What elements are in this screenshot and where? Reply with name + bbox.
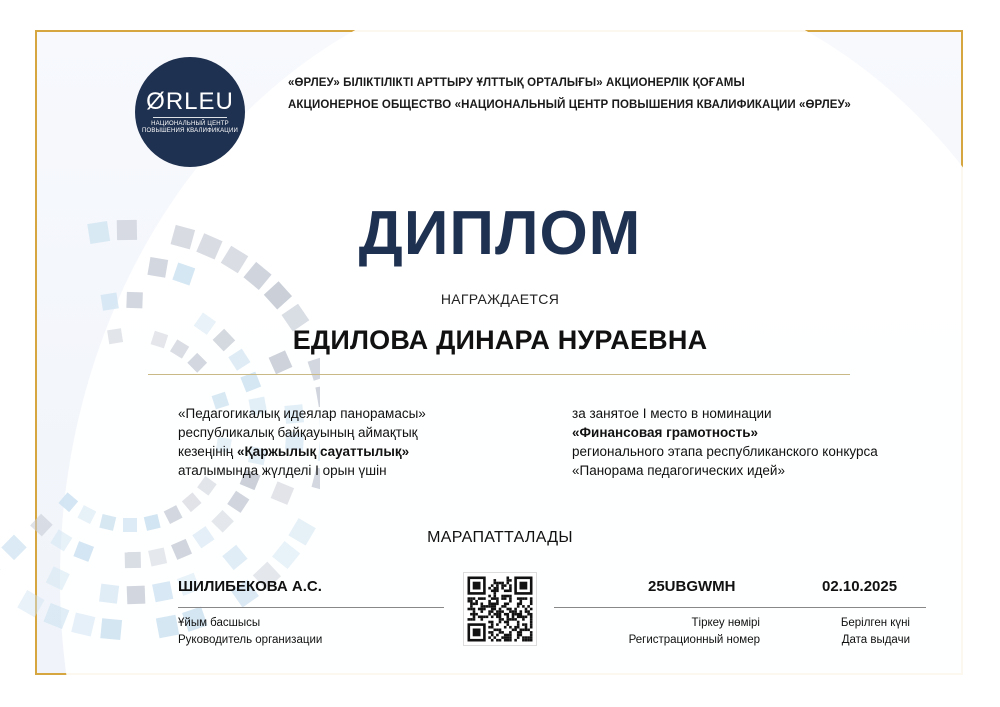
qr-module bbox=[473, 613, 476, 616]
qr-module bbox=[473, 618, 476, 621]
qr-module bbox=[496, 610, 499, 613]
mosaic-tile bbox=[0, 555, 1, 583]
qr-module bbox=[530, 639, 533, 642]
qr-module bbox=[517, 626, 520, 629]
qr-module bbox=[473, 608, 476, 611]
qr-module bbox=[522, 616, 525, 619]
qr-module bbox=[525, 616, 528, 619]
award-text-kz-line4: аталымында жүлделі I орын үшін bbox=[178, 463, 387, 478]
qr-module bbox=[504, 621, 507, 624]
qr-module bbox=[470, 618, 473, 621]
qr-module bbox=[527, 636, 530, 639]
qr-module bbox=[470, 608, 473, 611]
registration-number: 25UBGWMH bbox=[648, 578, 736, 595]
nomination-kz: «Қаржылық сауаттылық» bbox=[236, 444, 410, 459]
qr-module bbox=[530, 600, 533, 603]
qr-module bbox=[509, 639, 512, 642]
qr-module bbox=[504, 626, 507, 629]
qr-module bbox=[525, 629, 528, 632]
qr-module bbox=[475, 600, 478, 603]
qr-module bbox=[504, 584, 507, 587]
award-text-ru-line4: «Панорама педагогических идей» bbox=[572, 463, 785, 478]
award-text-ru-line3: регионального этапа республиканского конкурса bbox=[572, 444, 878, 459]
qr-module bbox=[496, 639, 499, 642]
qr-module bbox=[496, 623, 499, 626]
qr-module bbox=[491, 584, 494, 587]
qr-module bbox=[522, 629, 525, 632]
qr-module bbox=[481, 608, 484, 611]
qr-module bbox=[499, 610, 502, 613]
qr-module bbox=[522, 636, 525, 639]
qr-module bbox=[509, 587, 512, 590]
qr-module bbox=[514, 613, 517, 616]
qr-module bbox=[530, 618, 533, 621]
logo-subtitle-line1: НАЦИОНАЛЬНЫЙ ЦЕНТР bbox=[151, 120, 229, 127]
qr-module bbox=[488, 626, 491, 629]
registration-label-kz: Тіркеу нөмірі bbox=[691, 617, 760, 629]
qr-module bbox=[512, 613, 515, 616]
award-text-kz-line2: республикалық байқауының аймақтық bbox=[178, 425, 418, 440]
award-text-kz-line3-prefix: кезеңінің bbox=[178, 444, 237, 459]
qr-module bbox=[530, 616, 533, 619]
qr-module bbox=[530, 623, 533, 626]
qr-module bbox=[491, 626, 494, 629]
qr-module bbox=[501, 636, 504, 639]
qr-code bbox=[463, 572, 537, 646]
qr-module bbox=[520, 634, 523, 637]
qr-module bbox=[470, 600, 473, 603]
qr-module bbox=[522, 623, 525, 626]
qr-module bbox=[514, 618, 517, 621]
qr-module bbox=[491, 623, 494, 626]
qr-module bbox=[468, 600, 471, 603]
qr-module bbox=[530, 608, 533, 611]
qr-module bbox=[491, 590, 494, 593]
qr-module bbox=[488, 621, 491, 624]
qr-module bbox=[507, 639, 510, 642]
mosaic-tile bbox=[125, 552, 141, 568]
qr-module bbox=[520, 603, 523, 606]
qr-module bbox=[499, 631, 502, 634]
qr-module bbox=[504, 636, 507, 639]
qr-module bbox=[530, 631, 533, 634]
qr-module bbox=[514, 639, 517, 642]
award-text-ru-line1: за занятое I место в номинации bbox=[572, 406, 772, 421]
qr-module bbox=[499, 582, 502, 585]
logo-subtitle bbox=[142, 121, 238, 135]
qr-module bbox=[494, 629, 497, 632]
qr-module bbox=[494, 605, 497, 608]
qr-module bbox=[509, 590, 512, 593]
qr-module bbox=[496, 582, 499, 585]
signature-line bbox=[178, 607, 444, 608]
qr-module bbox=[468, 608, 471, 611]
qr-module bbox=[504, 595, 507, 598]
qr-module bbox=[501, 610, 504, 613]
mosaic-tile bbox=[17, 590, 44, 617]
qr-module bbox=[520, 600, 523, 603]
qr-module bbox=[470, 597, 473, 600]
qr-module bbox=[507, 623, 510, 626]
qr-module bbox=[514, 626, 517, 629]
qr-module bbox=[522, 618, 525, 621]
qr-module bbox=[486, 616, 489, 619]
qr-module bbox=[496, 616, 499, 619]
qr-module bbox=[499, 639, 502, 642]
qr-module bbox=[496, 587, 499, 590]
qr-module bbox=[496, 613, 499, 616]
name-underline bbox=[148, 374, 850, 375]
qr-module bbox=[488, 631, 491, 634]
qr-module bbox=[478, 608, 481, 611]
mosaic-tile bbox=[308, 356, 320, 381]
qr-module bbox=[522, 639, 525, 642]
mosaic-tile bbox=[182, 492, 202, 512]
qr-module bbox=[512, 616, 515, 619]
qr-module bbox=[509, 610, 512, 613]
qr-module bbox=[507, 582, 510, 585]
organization-header bbox=[288, 72, 851, 116]
issue-date-label-ru: Дата выдачи bbox=[841, 634, 910, 646]
qr-module bbox=[501, 587, 504, 590]
qr-module bbox=[473, 629, 481, 637]
qr-module bbox=[504, 590, 507, 593]
qr-module bbox=[499, 613, 502, 616]
qr-module bbox=[481, 618, 484, 621]
qr-module bbox=[491, 597, 494, 600]
qr-module bbox=[525, 636, 528, 639]
issue-date-label-kz: Берілген күні bbox=[840, 617, 910, 629]
qr-module bbox=[530, 636, 533, 639]
qr-module bbox=[496, 600, 499, 603]
award-text-kz bbox=[178, 404, 426, 480]
qr-module bbox=[496, 590, 499, 593]
qr-module bbox=[494, 587, 497, 590]
mosaic-tile bbox=[271, 481, 295, 505]
qr-module bbox=[470, 613, 473, 616]
qr-module bbox=[488, 636, 491, 639]
mosaic-tile bbox=[71, 612, 95, 636]
qr-module bbox=[530, 603, 533, 606]
qr-module bbox=[481, 605, 484, 608]
qr-module bbox=[509, 579, 512, 582]
qr-module bbox=[525, 626, 528, 629]
qr-module bbox=[481, 603, 484, 606]
qr-module bbox=[514, 608, 517, 611]
awarded-label-kz: МАРАПАТТАЛАДЫ bbox=[427, 529, 573, 546]
mosaic-tile bbox=[77, 505, 96, 524]
mosaic-tile bbox=[127, 586, 146, 605]
qr-module bbox=[527, 605, 530, 608]
qr-module bbox=[499, 629, 502, 632]
qr-module bbox=[530, 634, 533, 637]
qr-module bbox=[491, 610, 494, 613]
mosaic-tile bbox=[43, 603, 69, 629]
qr-module bbox=[504, 613, 507, 616]
qr-module bbox=[509, 631, 512, 634]
qr-module bbox=[509, 600, 512, 603]
qr-module bbox=[488, 605, 491, 608]
qr-module bbox=[494, 603, 497, 606]
qr-module bbox=[494, 636, 497, 639]
qr-module bbox=[509, 626, 512, 629]
organization-name-ru: АКЦИОНЕРНОЕ ОБЩЕСТВО «НАЦИОНАЛЬНЫЙ ЦЕНТР ПОВЫШЕНИЯ КВАЛИФИКАЦИИ «ӨРЛЕУ» bbox=[288, 99, 851, 111]
qr-module bbox=[488, 613, 491, 616]
qr-module bbox=[494, 579, 497, 582]
logo-divider bbox=[153, 117, 227, 118]
qr-module bbox=[509, 595, 512, 598]
qr-module bbox=[491, 608, 494, 611]
qr-module bbox=[507, 636, 510, 639]
qr-module bbox=[509, 636, 512, 639]
mosaic-tile bbox=[222, 545, 247, 570]
qr-module bbox=[512, 610, 515, 613]
signatory-role-ru: Руководитель организации bbox=[178, 634, 323, 646]
qr-module bbox=[517, 613, 520, 616]
qr-module bbox=[507, 634, 510, 637]
qr-module bbox=[483, 597, 486, 600]
qr-module bbox=[520, 597, 523, 600]
qr-module bbox=[494, 613, 497, 616]
recipient-name: ЕДИЛОВА ДИНАРА НУРАЕВНА bbox=[292, 325, 708, 355]
qr-module bbox=[501, 595, 504, 598]
qr-module bbox=[473, 603, 476, 606]
signatory-name: ШИЛИБЕКОВА А.С. bbox=[178, 578, 322, 595]
qr-module bbox=[520, 610, 523, 613]
qr-module bbox=[488, 595, 491, 598]
nomination-ru: «Финансовая грамотность» bbox=[572, 425, 759, 440]
qr-module bbox=[522, 597, 525, 600]
qr-module bbox=[509, 597, 512, 600]
qr-module bbox=[509, 584, 512, 587]
qr-module bbox=[470, 603, 473, 606]
qr-module bbox=[507, 621, 510, 624]
qr-module bbox=[468, 618, 471, 621]
qr-module bbox=[507, 613, 510, 616]
qr-module bbox=[481, 597, 484, 600]
qr-module bbox=[478, 597, 481, 600]
qr-module bbox=[475, 603, 478, 606]
qr-module bbox=[509, 608, 512, 611]
mosaic-tile bbox=[58, 492, 78, 512]
qr-module bbox=[491, 605, 494, 608]
qr-module bbox=[530, 613, 533, 616]
award-text-ru bbox=[572, 404, 878, 480]
award-text-kz-line3 bbox=[178, 442, 426, 461]
qr-module bbox=[494, 595, 497, 598]
qr-module bbox=[491, 639, 494, 642]
mosaic-tile bbox=[156, 615, 179, 638]
qr-module bbox=[517, 631, 520, 634]
mosaic-tile bbox=[227, 491, 249, 513]
qr-module bbox=[530, 621, 533, 624]
qr-module bbox=[504, 605, 507, 608]
qr-module bbox=[517, 605, 520, 608]
qr-module bbox=[468, 597, 471, 600]
qr-module bbox=[488, 610, 491, 613]
logo-wordmark: ØRLEU bbox=[146, 87, 234, 115]
qr-module bbox=[496, 634, 499, 637]
qr-module bbox=[501, 582, 504, 585]
qr-module bbox=[473, 610, 476, 613]
award-text-kz-line1: «Педагогикалық идеялар панорамасы» bbox=[178, 406, 426, 421]
qr-module bbox=[473, 582, 481, 590]
qr-module bbox=[473, 616, 476, 619]
qr-module bbox=[507, 579, 510, 582]
qr-module bbox=[522, 605, 525, 608]
qr-module bbox=[520, 613, 523, 616]
qr-module bbox=[512, 629, 515, 632]
qr-module bbox=[491, 634, 494, 637]
qr-module bbox=[491, 616, 494, 619]
qr-module bbox=[499, 621, 502, 624]
qr-module bbox=[507, 603, 510, 606]
signatory-role bbox=[178, 615, 322, 649]
qr-module bbox=[501, 631, 504, 634]
qr-module bbox=[496, 584, 499, 587]
qr-module bbox=[527, 613, 530, 616]
mosaic-tile bbox=[164, 505, 183, 524]
qr-module bbox=[517, 603, 520, 606]
qr-module bbox=[491, 631, 494, 634]
qr-module bbox=[494, 592, 497, 595]
orleu-logo bbox=[135, 57, 245, 167]
qr-module bbox=[494, 608, 497, 611]
qr-module bbox=[507, 608, 510, 611]
registration-label bbox=[620, 615, 760, 649]
qr-module bbox=[525, 639, 528, 642]
qr-module bbox=[514, 629, 517, 632]
qr-module bbox=[514, 610, 517, 613]
qr-module bbox=[501, 605, 504, 608]
qr-module bbox=[494, 582, 497, 585]
qr-module bbox=[507, 595, 510, 598]
mosaic-tile bbox=[99, 584, 119, 604]
qr-module bbox=[509, 634, 512, 637]
qr-module bbox=[517, 616, 520, 619]
qr-module bbox=[512, 618, 515, 621]
qr-module bbox=[517, 636, 520, 639]
logo-subtitle-line2: ПОВЫШЕНИЯ КВАЛИФИКАЦИИ bbox=[142, 127, 238, 134]
awarded-label: НАГРАЖДАЕТСЯ bbox=[440, 291, 560, 307]
qr-module bbox=[507, 616, 510, 619]
mosaic-tile bbox=[152, 581, 173, 602]
qr-module bbox=[517, 623, 520, 626]
qr-module bbox=[520, 631, 523, 634]
qr-module bbox=[481, 610, 484, 613]
qr-module bbox=[501, 584, 504, 587]
qr-module bbox=[520, 616, 523, 619]
qr-module bbox=[504, 639, 507, 642]
qr-module bbox=[486, 605, 489, 608]
qr-module bbox=[517, 634, 520, 637]
qr-module bbox=[527, 610, 530, 613]
qr-module bbox=[517, 597, 520, 600]
qr-module bbox=[525, 597, 528, 600]
qr-module bbox=[501, 597, 504, 600]
qr-module bbox=[507, 618, 510, 621]
mosaic-tile bbox=[148, 547, 167, 566]
qr-module bbox=[504, 603, 507, 606]
qr-module bbox=[530, 597, 533, 600]
qr-module bbox=[491, 621, 494, 624]
qr-module bbox=[527, 629, 530, 632]
qr-module bbox=[525, 623, 528, 626]
qr-module bbox=[488, 600, 491, 603]
qr-module bbox=[527, 639, 530, 642]
qr-module bbox=[478, 616, 481, 619]
qr-module bbox=[525, 608, 528, 611]
qr-module bbox=[491, 603, 494, 606]
qr-module bbox=[499, 616, 502, 619]
qr-module bbox=[507, 590, 510, 593]
details-line bbox=[554, 607, 926, 608]
qr-module bbox=[507, 577, 510, 580]
qr-module bbox=[504, 634, 507, 637]
qr-module bbox=[496, 597, 499, 600]
qr-module bbox=[473, 597, 476, 600]
mosaic-tile bbox=[46, 566, 70, 590]
qr-module bbox=[488, 603, 491, 606]
qr-module bbox=[520, 582, 528, 590]
qr-module bbox=[481, 616, 484, 619]
qr-module bbox=[494, 590, 497, 593]
issue-date: 02.10.2025 bbox=[822, 578, 898, 595]
qr-module bbox=[504, 597, 507, 600]
issue-date-label bbox=[800, 615, 910, 649]
mosaic-tile bbox=[100, 618, 122, 640]
qr-code-image bbox=[464, 573, 536, 645]
qr-module bbox=[525, 610, 528, 613]
qr-module bbox=[488, 587, 491, 590]
qr-module bbox=[496, 603, 499, 606]
qr-module bbox=[499, 618, 502, 621]
qr-module bbox=[494, 597, 497, 600]
qr-module bbox=[530, 626, 533, 629]
qr-module bbox=[496, 629, 499, 632]
qr-module bbox=[517, 621, 520, 624]
qr-module bbox=[483, 605, 486, 608]
qr-module bbox=[470, 605, 473, 608]
signatory-role-kz: Ұйым басшысы bbox=[178, 617, 261, 629]
qr-module bbox=[501, 618, 504, 621]
qr-module bbox=[499, 608, 502, 611]
qr-module bbox=[483, 616, 486, 619]
diploma-title: ДИПЛОМ bbox=[358, 199, 642, 268]
qr-module bbox=[483, 608, 486, 611]
qr-module bbox=[520, 629, 523, 632]
registration-label-ru: Регистрационный номер bbox=[628, 634, 760, 646]
qr-module bbox=[475, 613, 478, 616]
qr-module bbox=[509, 618, 512, 621]
organization-name-kz: «ӨРЛЕУ» БІЛІКТІЛІКТІ АРТТЫРУ ҰЛТТЫҚ ОРТАЛЫҒЫ» АКЦИОНЕРЛІК ҚОҒАМЫ bbox=[288, 77, 745, 89]
